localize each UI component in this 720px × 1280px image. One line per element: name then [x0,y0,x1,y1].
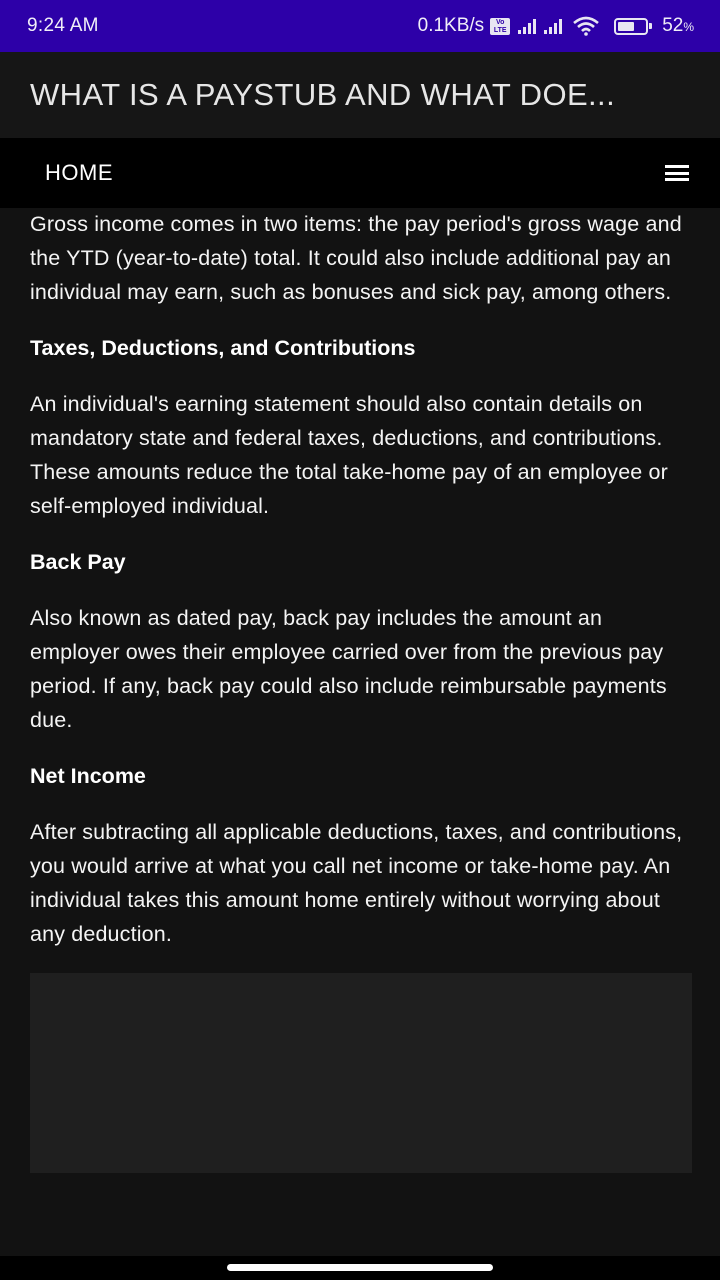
section-heading-back-pay: Back Pay [30,550,126,574]
wifi-icon [572,16,600,36]
battery-percent: 52% [662,15,694,36]
gesture-nav-bar [0,1256,720,1280]
home-link[interactable]: HOME [45,160,113,185]
network-speed: 0.1KB/s [417,15,485,36]
battery-tip [649,23,652,29]
intro-paragraph: Gross income comes in two items: the pay period's gross wage and the YTD (year-to-date) total. It could also include additional pay an individual may earn, such as bonuses and sick pay, among others. [30,212,682,304]
signal-strength-icon-sim2 [544,18,562,34]
section-body-net-income: After subtracting all applicable deductions, taxes, and contributions, you would arrive at what you call net income or take-home pay. An individual takes this amount home entirely without worrying about any deduction. [30,820,683,946]
status-time: 9:24 AM [27,15,99,36]
nav-bar [0,138,720,208]
app-title-bar [0,52,720,138]
page-title: WHAT IS A PAYSTUB AND WHAT DOE... [30,77,616,112]
article-content[interactable] [0,208,720,1256]
battery-icon [614,18,648,35]
home-indicator[interactable] [227,1264,493,1271]
status-bar [0,0,720,52]
hamburger-menu-icon[interactable] [664,163,690,183]
section-body-back-pay: Also known as dated pay, back pay includes the amount an employer owes their employee carried over from the previous pay period. If any, back pay could also include reimbursable payments due. [30,606,667,732]
section-heading-net-income: Net Income [30,764,146,788]
volte-icon: Vo LTE [490,18,510,35]
status-icons [418,15,694,37]
section-body-taxes: An individual's earning statement should also contain details on mandatory state and federal taxes, deductions, and contributions. These amounts reduce the total take-home pay of an employee or self-employed individual. [30,392,668,518]
section-heading-taxes: Taxes, Deductions, and Contributions [30,336,416,360]
ad-placeholder[interactable] [30,973,692,1173]
signal-strength-icon-sim1 [518,18,536,34]
